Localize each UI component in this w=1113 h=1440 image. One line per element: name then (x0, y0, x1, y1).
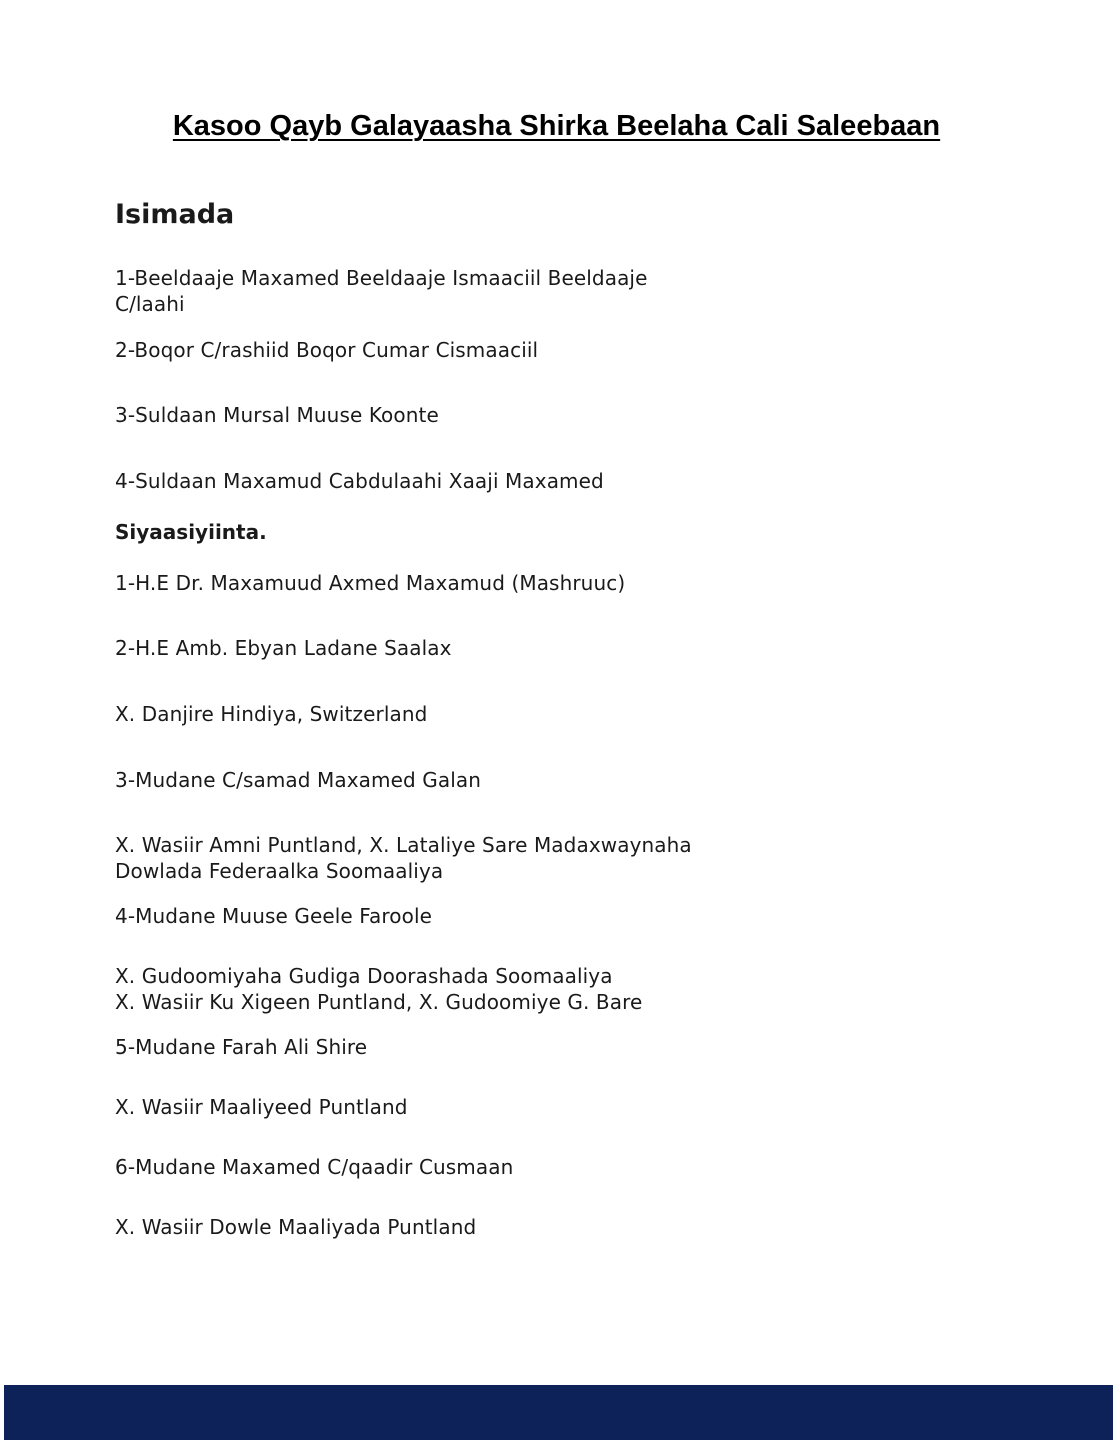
politician-role: X. Gudoomiyaha Gudiga Doorashada Soomaaliya X. Wasiir Ku Xigeen Puntland, X. Gudoomiye G. Bare (115, 964, 643, 1014)
isimada-item: 1-Beeldaaje Maxamed Beeldaaje Ismaaciil Beeldaaje C/laahi (115, 266, 648, 316)
politician-name: 1-H.E Dr. Maxamuud Axmed Maxamud (Mashruuc) (115, 571, 626, 595)
document-title: Kasoo Qayb Galayaasha Shirka Beelaha Cali Saleebaan (172, 110, 941, 142)
politician-role: X. Danjire Hindiya, Switzerland (115, 702, 428, 726)
isimada-item: 3-Suldaan Mursal Muuse Koonte (115, 403, 439, 427)
politician-role: X. Wasiir Amni Puntland, X. Lataliye Sare Madaxwaynaha Dowlada Federaalka Soomaaliya (115, 833, 692, 883)
footer-bar (4, 1385, 1113, 1440)
isimada-item: 4-Suldaan Maxamud Cabdulaahi Xaaji Maxamed (115, 469, 604, 493)
politician-name: 6-Mudane Maxamed C/qaadir Cusmaan (115, 1155, 514, 1179)
isimada-item: 2-Boqor C/rashiid Boqor Cumar Cismaaciil (115, 338, 539, 362)
politician-name: 4-Mudane Muuse Geele Faroole (115, 904, 433, 928)
politician-name: 2-H.E Amb. Ebyan Ladane Saalax (115, 636, 452, 660)
politician-name: 3-Mudane C/samad Maxamed Galan (115, 768, 482, 792)
section-heading-siyaasiyiinta: Siyaasiyiinta. (115, 520, 267, 544)
politician-role: X. Wasiir Maaliyeed Puntland (115, 1095, 408, 1119)
section-heading-isimada: Isimada (115, 199, 235, 230)
politician-role: X. Wasiir Dowle Maaliyada Puntland (115, 1215, 477, 1239)
politician-name: 5-Mudane Farah Ali Shire (115, 1035, 368, 1059)
